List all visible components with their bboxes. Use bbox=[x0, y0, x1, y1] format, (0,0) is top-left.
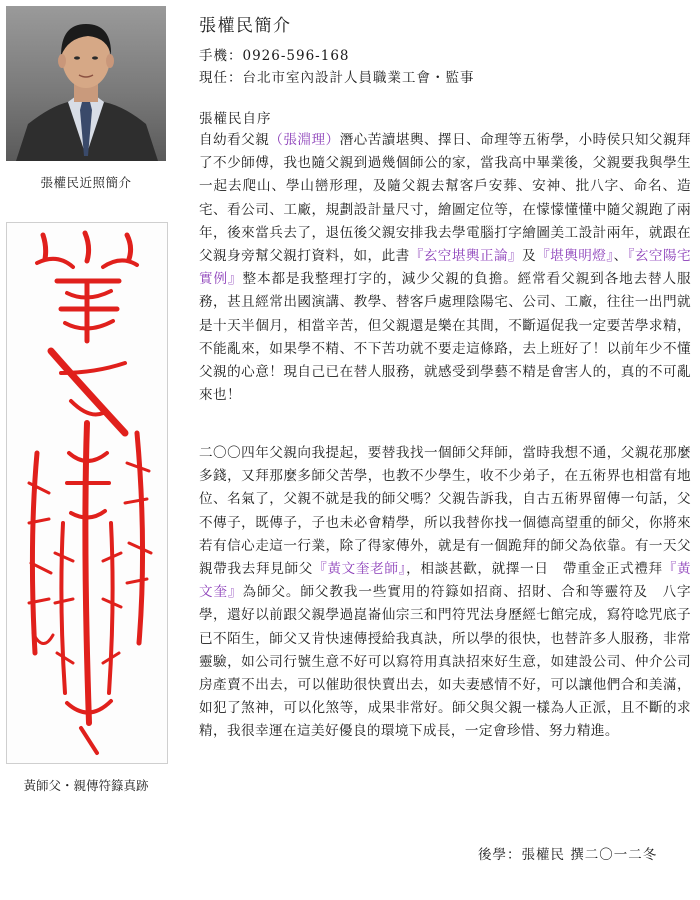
photo-caption: 張權民近照簡介 bbox=[40, 175, 132, 190]
preface-paragraph-1 bbox=[199, 129, 691, 407]
phone-line: 手機：0926-596-168 bbox=[199, 48, 350, 64]
text-run: 自幼看父親 bbox=[199, 132, 270, 148]
page-title: 張權民簡介 bbox=[199, 16, 292, 36]
text-run: 整本都是我整理打字的，減少父親的負擔。經常看父親到各地去替人服務，甚且經常出國演講、教學、替客戶處理陰陽宅、公司、工廠，往往一出門就是十天半個月，相當辛苦，但父親還是樂在其間，不斷逼促我一定要苦學求精，不能亂來，如果學不精、不下苦功就不要走這條路，去上班好了！以前年少不懂父親的心意！現自己已在替人服務，就感受到學藝不精是會害人的，真的不可亂來也！ bbox=[199, 271, 692, 404]
talisman-image bbox=[6, 222, 168, 764]
current-position-line: 現任：台北市室內設計人員職業工會・監事 bbox=[199, 70, 475, 86]
teacher-name: 『黃文奎老師』 bbox=[313, 561, 407, 578]
text-run: 二〇〇四年父親向我提起，要替我找一個師父拜師，當時我想不通，父親花那麼多錢，又拜那麼多師父苦學，也教不少學生，收不少弟子，在五術界也相當有地位、名氣了，父親不就是我的師父嗎？父親告訴我，自古五術界留傳一句話，父不傳子，既傳子，子也未必會精學，所以我替你找一個德高望重的師父，你將來若有信心走這一行業，除了得家傳外，就是有一個跪拜的師父為依靠。有一天父親帶我去拜見師父 bbox=[199, 445, 691, 578]
talisman-caption: 黃師父・親傳符籙真跡 bbox=[23, 778, 149, 793]
talisman-calligraphy bbox=[7, 223, 167, 763]
signature: 後學：張權民 撰二〇一二冬 bbox=[478, 847, 658, 863]
text-run: 及 bbox=[522, 248, 537, 265]
portrait-photo bbox=[6, 6, 166, 161]
text-run: 為師父。師父教我一些實用的符籙如招商、招財、合和等靈符及 八字學，還好以前跟父親學過崑崙仙宗三和門符咒法身歷經七館完成，寫符唸咒底子已不陌生，師父又肯快速傳授給我真訣，所以學的很快，也替許多人服務，非常靈驗，如公司行號生意不好可以寫符用真訣招來好生意，如建設公司、仲介公司房產賣不出去，可以催助很快賣出去，如夫妻感情不好，可以讓他們合和美滿，如犯了煞神，可以化煞等，成果非常好。師父與父親一樣為人正派，且不斷的求精，我很幸運在這美好優良的環境下成長，一定會珍惜、努力精進。 bbox=[199, 584, 692, 740]
text-run: 潛心苦讀堪輿、擇日、命理等五術學，小時侯只知父親拜了不少師傅，我也隨父親到過幾個師公的家，當我高中畢業後，父親要我與學生一起去爬山、學山巒形理，及隨父親去幫客戶安葬、安神、批八字、命名、造宅、看公司、工廠，規劃設計量尺寸，繪圖定位等，在懞懞懂懂中隨父親跑了兩年，後來當兵去了，退伍後父親安排我去學電腦打字繪圖美工設計兩年，就跟在父親身旁幫父親打資料，如，此書 bbox=[199, 132, 692, 265]
preface-title: 張權民自序 bbox=[199, 111, 272, 127]
text-run: 、 bbox=[613, 248, 628, 265]
preface-paragraph-2 bbox=[199, 442, 691, 744]
portrait-illustration bbox=[6, 6, 166, 161]
father-name: （張淵理） bbox=[269, 132, 340, 148]
book-title: 『玄空陽宅實例』 bbox=[199, 248, 692, 288]
book-title: 『堪輿明燈』 bbox=[536, 248, 614, 265]
book-title: 『玄空堪輿正論』 bbox=[409, 248, 523, 265]
text-run: ，相談甚歡，就擇一日 帶重金正式禮拜 bbox=[406, 561, 663, 578]
teacher-name: 『黃文奎』 bbox=[199, 561, 692, 601]
